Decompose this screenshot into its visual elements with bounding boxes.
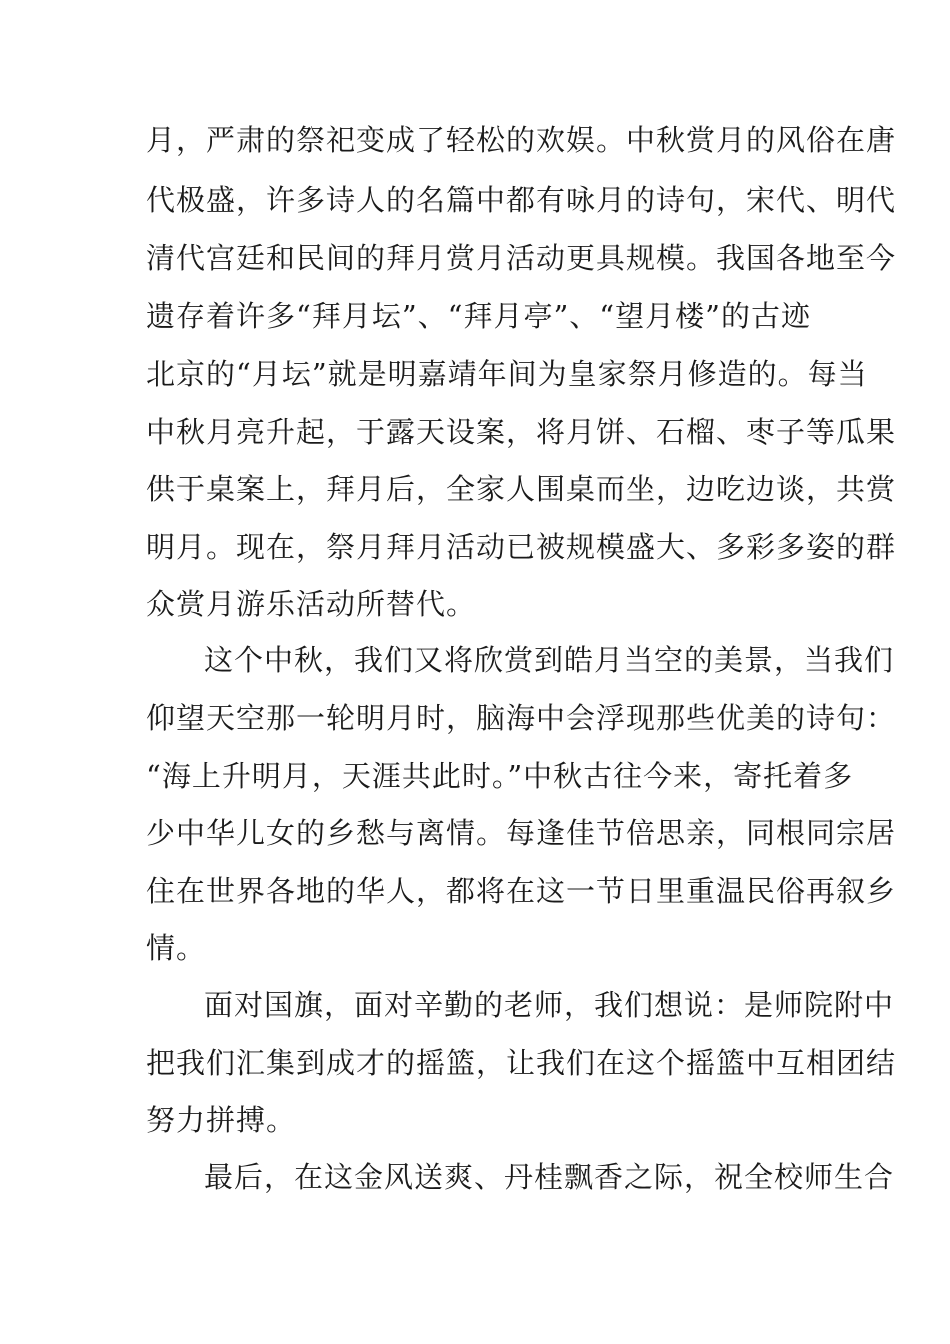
- text-line: 供于桌案上，拜月后，全家人围桌而坐，边吃边谈，共赏: [146, 472, 897, 506]
- text-line: 努力拼搏。: [146, 1103, 297, 1137]
- text-line: 北京的“月坛”就是明嘉靖年间为皇家祭月修造的。每当: [146, 357, 868, 391]
- text-line: 少中华儿女的乡愁与离情。每逢佳节倍思亲，同根同宗居: [146, 816, 897, 850]
- text-line: 明月。现在，祭月拜月活动已被规模盛大、多彩多姿的群: [146, 530, 897, 564]
- text-line: 月，严肃的祭祀变成了轻松的欢娱。中秋赏月的风俗在唐: [146, 123, 897, 157]
- text-line: 代极盛，许多诗人的名篇中都有咏月的诗句，宋代、明代: [146, 183, 897, 217]
- paragraph-first-line: 最后，在这金风送爽、丹桂飘香之际，祝全校师生合: [204, 1160, 895, 1194]
- paragraph-first-line: 面对国旗，面对辛勤的老师，我们想说：是师院附中: [204, 988, 895, 1022]
- text-line: “海上升明月，天涯共此时。”中秋古往今来，寄托着多: [146, 759, 854, 793]
- text-line: 住在世界各地的华人，都将在这一节日里重温民俗再叙乡: [146, 874, 897, 908]
- text-line: 把我们汇集到成才的摇篮，让我们在这个摇篮中互相团结: [146, 1046, 897, 1080]
- text-line: 情。: [146, 931, 207, 965]
- text-line: 中秋月亮升起，于露天设案，将月饼、石榴、枣子等瓜果: [146, 415, 897, 449]
- text-line: 遗存着许多“拜月坛”、“拜月亭”、“望月楼”的古迹: [146, 299, 811, 333]
- paragraph-first-line: 这个中秋，我们又将欣赏到皓月当空的美景，当我们: [204, 643, 895, 677]
- text-line: 众赏月游乐活动所替代。: [146, 587, 477, 621]
- text-line: 清代宫廷和民间的拜月赏月活动更具规模。我国各地至今: [146, 241, 897, 275]
- text-line: 仰望天空那一轮明月时，脑海中会浮现那些优美的诗句：: [146, 701, 897, 735]
